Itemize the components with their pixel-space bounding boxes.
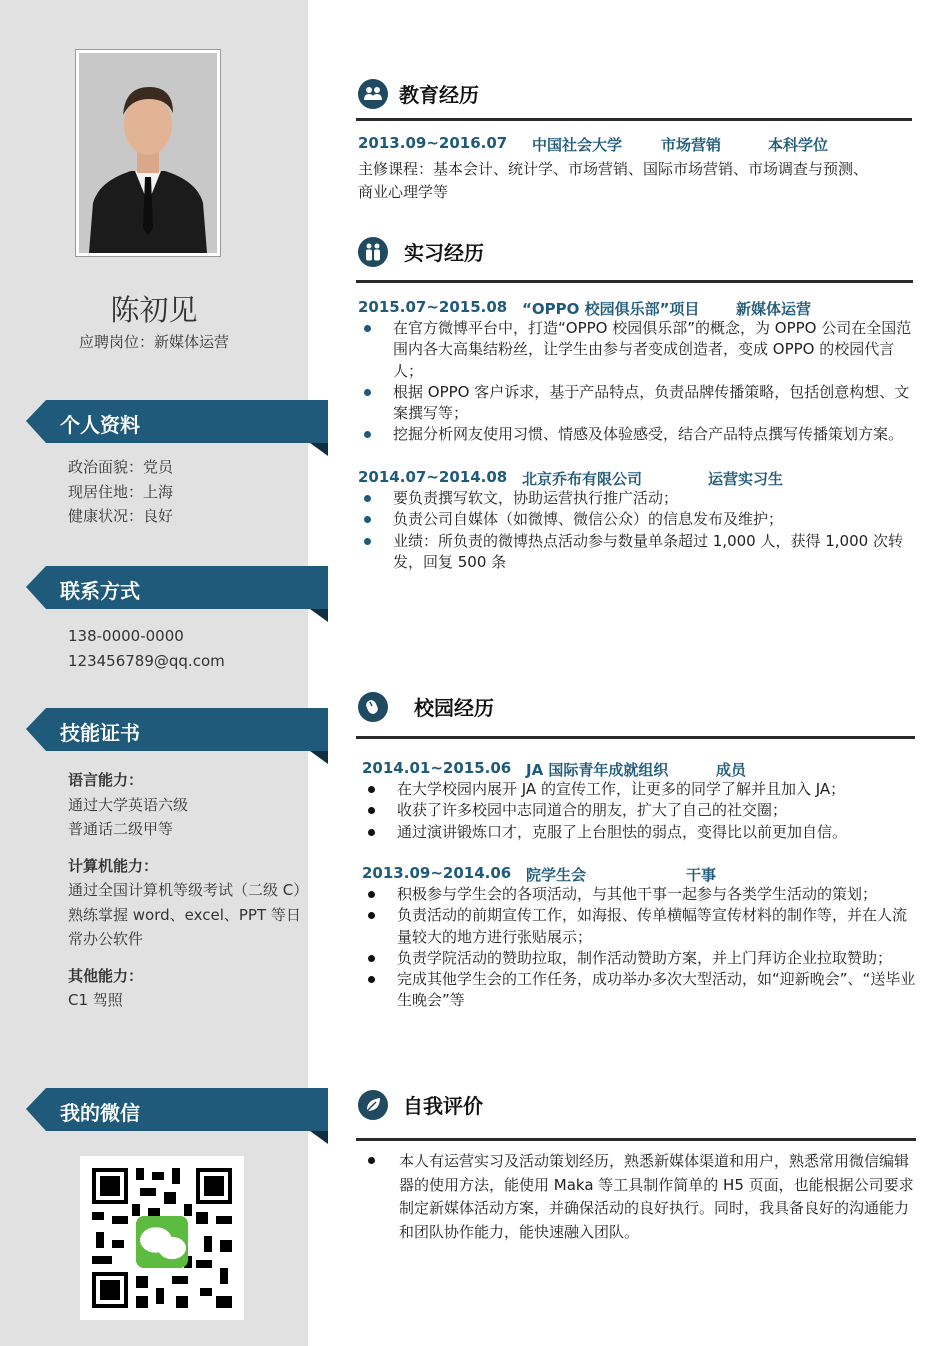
section-header-campus xyxy=(358,692,658,728)
section-divider xyxy=(356,280,913,283)
section-header-internship xyxy=(358,237,658,273)
list-item: 通过演讲锻炼口才，克服了上台胆怯的弱点，变得比以前更加自信。 xyxy=(362,822,927,843)
education-school: 中国社会大学 xyxy=(532,136,623,154)
courses-line: 主修课程：基本会计、统计学、市场营销、国际市场营销、市场调查与预测、 xyxy=(358,160,869,178)
section-header-self-eval xyxy=(358,1090,658,1126)
campus-bullets xyxy=(362,884,927,1012)
courses-line: 商业心理学等 xyxy=(358,183,449,201)
skill-label-language: 语言能力： xyxy=(68,771,144,789)
list-item: 负责学院活动的赞助拉取，制作活动赞助方案，并上门拜访企业拉取赞助； xyxy=(362,948,917,969)
list-item: 根据 OPPO 客户诉求，基于产品特点，负责品牌传播策略，包括创意构想、文案撰写等； xyxy=(358,382,917,425)
skill-item: 通过全国计算机等级考试（二级 C） xyxy=(68,881,309,899)
portrait-image xyxy=(79,53,217,253)
campus-date: 2013.09~2014.06 xyxy=(362,864,512,882)
internship-date: 2014.07~2014.08 xyxy=(358,468,508,486)
section-title-contact: 联系方式 xyxy=(60,579,140,603)
internship-bullets xyxy=(358,488,928,573)
skill-label-other: 其他能力： xyxy=(68,966,144,985)
ribbon-skills xyxy=(26,708,328,766)
list-item: 本人有运营实习及活动策划经历，熟悉新媒体渠道和用户，熟悉常用微信编辑器的使用方法，能使用 Maka 等工具制作简单的 H5 页面，也能根据公司要求制定新媒体活动方案，并确保活动的良好执行。同时，我具备良好的沟通能力和团队协作能力，能快速融入团队。 xyxy=(362,1150,915,1244)
section-divider xyxy=(356,1138,916,1141)
list-item: 要负责撰写软文，协助运营执行推广活动； xyxy=(358,488,917,509)
list-item: 负责活动的前期宣传工作，如海报、传单横幅等宣传材料的制作等，并在人流量较大的地方进行张贴展示； xyxy=(362,905,917,948)
mouse-hand-icon xyxy=(358,692,388,722)
candidate-name: 陈初见 xyxy=(110,293,198,327)
list-item: 在官方微博平台中，打造“OPPO 校园俱乐部”的概念，为 OPPO 公司在全国范围内各大高集结粉丝，让学生由参与者变成创造者，变成 OPPO 的校园代言人； xyxy=(358,318,917,382)
leaf-icon xyxy=(358,1090,388,1120)
list-item: 业绩：所负责的微博热点活动参与数量单条超过 1,000 人，获得 1,000 次转发，回复 500 条 xyxy=(358,531,917,574)
internship-role: 运营实习生 xyxy=(708,470,784,488)
internship-org: 北京乔布有限公司 xyxy=(522,470,643,488)
contact-info xyxy=(68,624,225,673)
internship-entry-head xyxy=(358,468,913,490)
email-address: 123456789@qq.com xyxy=(68,651,225,670)
skill-item: 普通话二级甲等 xyxy=(68,820,174,838)
people-icon xyxy=(358,79,388,109)
campus-role: 成员 xyxy=(716,761,747,779)
education-courses xyxy=(358,158,918,204)
campus-date: 2014.01~2015.06 xyxy=(362,759,512,777)
internship-org: “OPPO 校园俱乐部”项目 xyxy=(522,300,700,318)
section-title-self-eval: 自我评价 xyxy=(403,1094,483,1118)
wechat-qr-code xyxy=(80,1156,244,1320)
list-item: 在大学校园内展开 JA 的宣传工作，让更多的同学了解并且加入 JA； xyxy=(362,779,927,800)
phone-number: 138-0000-0000 xyxy=(68,627,184,645)
section-title-education: 教育经历 xyxy=(399,83,479,107)
skill-item: 熟练掌握 word、excel、PPT 等日 xyxy=(68,905,301,924)
list-item: 挖掘分析网友使用习惯、情感及体验感受，结合产品特点撰写传播策划方案。 xyxy=(358,424,928,445)
person-pair-icon xyxy=(358,237,388,267)
internship-bullets xyxy=(358,318,928,446)
list-item: 收获了许多校园中志同道合的朋友，扩大了自己的社交圈； xyxy=(362,800,927,821)
section-title-campus: 校园经历 xyxy=(414,696,494,720)
profile-photo xyxy=(79,53,217,253)
section-title-wechat: 我的微信 xyxy=(60,1101,140,1125)
education-major: 市场营销 xyxy=(661,136,722,154)
campus-role: 干事 xyxy=(686,866,717,884)
internship-role: 新媒体运营 xyxy=(736,300,812,318)
internship-date: 2015.07~2015.08 xyxy=(358,298,508,316)
personal-item: 政治面貌：党员 xyxy=(68,458,174,476)
skill-label-computer: 计算机能力： xyxy=(68,856,159,875)
skills-info xyxy=(68,768,308,1013)
section-title-personal: 个人资料 xyxy=(60,413,140,437)
personal-info xyxy=(68,455,173,529)
campus-bullets xyxy=(362,779,927,843)
section-header-education xyxy=(358,79,658,115)
campus-org: JA 国际青年成就组织 xyxy=(526,761,669,779)
profile-photo-frame xyxy=(75,49,221,257)
ribbon-wechat xyxy=(26,1088,328,1146)
ribbon-personal xyxy=(26,400,328,458)
section-title-internship: 实习经历 xyxy=(404,241,484,265)
list-item: 负责公司自媒体（如微博、微信公众）的信息发布及维护； xyxy=(358,509,917,530)
internship-entry-head xyxy=(358,298,913,320)
education-degree: 本科学位 xyxy=(768,136,829,154)
campus-entry-head xyxy=(362,864,917,886)
education-entry-head xyxy=(358,134,908,156)
education-date: 2013.09~2016.07 xyxy=(358,134,508,152)
campus-entry-head xyxy=(362,759,917,781)
skill-item: 常办公软件 xyxy=(68,930,144,948)
list-item: 积极参与学生会的各项活动，与其他干事一起参与各类学生活动的策划； xyxy=(362,884,917,905)
personal-item: 健康状况：良好 xyxy=(68,507,174,525)
list-item: 完成其他学生会的工作任务，成功举办多次大型活动，如“迎新晚会”、“送毕业生晚会”等 xyxy=(362,969,917,1012)
section-divider xyxy=(356,736,915,739)
personal-item: 现居住地：上海 xyxy=(68,482,174,501)
ribbon-contact xyxy=(26,566,328,624)
skill-item: C1 驾照 xyxy=(68,991,123,1009)
section-divider xyxy=(356,118,912,121)
self-eval-bullets xyxy=(362,1150,917,1244)
qr-code-icon xyxy=(80,1156,244,1320)
section-title-skills: 技能证书 xyxy=(60,721,140,745)
campus-org: 院学生会 xyxy=(526,866,587,884)
skill-item: 通过大学英语六级 xyxy=(68,795,189,814)
applied-position: 应聘岗位：新媒体运营 xyxy=(78,333,229,351)
